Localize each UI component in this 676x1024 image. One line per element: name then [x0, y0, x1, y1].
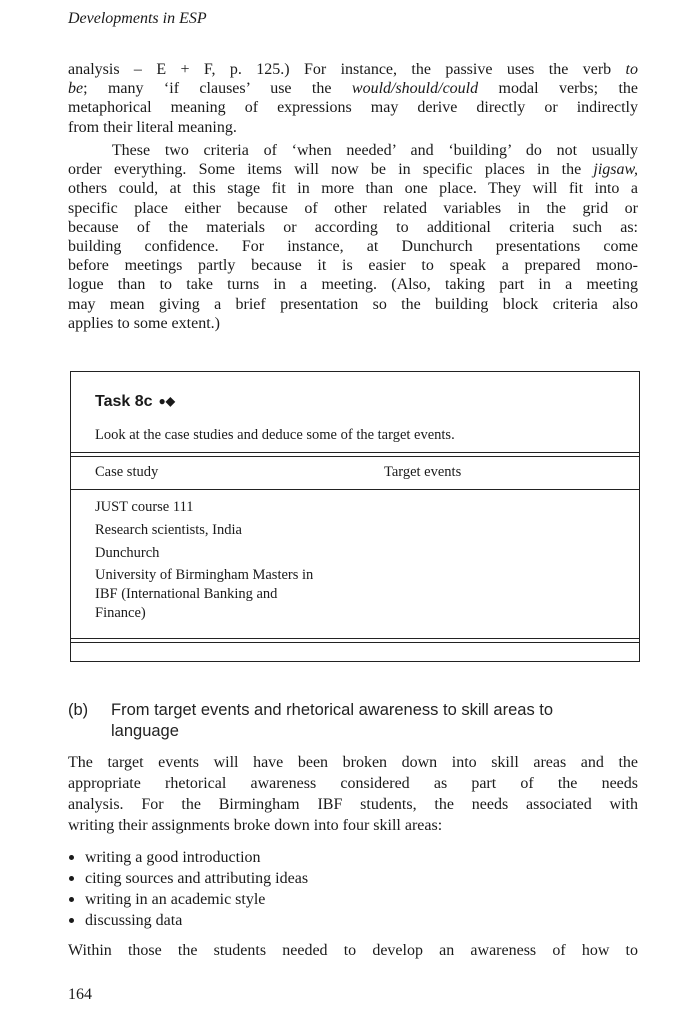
task-instruction: Look at the case studies and deduce some of the target events.	[95, 427, 455, 443]
task-box	[70, 371, 640, 662]
text-segment: specific place either because of other related variables in the grid or	[68, 199, 638, 217]
italic-text: jigsaw,	[593, 161, 638, 179]
text-segment: metaphorical meaning of expressions may derive directly or indirectly	[68, 99, 638, 117]
text-segment: ; many ‘if clauses’ use the	[83, 80, 352, 98]
table-row	[95, 566, 313, 623]
text-segment: logue than to take turns in a meeting. (Also, taking part in a meeting	[68, 276, 638, 294]
row-line: Finance)	[95, 605, 146, 621]
text-segment: before meetings partly because it is easier to speak a prepared mono-	[68, 257, 638, 275]
text-line	[68, 98, 638, 117]
text-segment: Within those the students needed to develop an awareness of how to	[68, 942, 638, 959]
list-item: discussing data	[68, 910, 308, 931]
table-row: Research scientists, India	[95, 522, 242, 538]
text-segment: from their literal meaning.	[68, 118, 237, 136]
section-title-line: language	[111, 722, 179, 740]
text-line	[68, 314, 638, 333]
text-line	[68, 199, 638, 218]
skill-areas-list	[68, 847, 308, 931]
text-segment: may mean giving a brief presentation so the building block criteria also	[68, 295, 638, 313]
text-line	[68, 941, 638, 960]
arrow-diamond-icon: ●◆	[158, 394, 176, 408]
text-segment: applies to some extent.)	[68, 314, 220, 332]
text-line	[68, 218, 638, 237]
text-line	[68, 179, 638, 198]
text-line	[68, 773, 638, 794]
text-line	[68, 275, 638, 294]
text-line	[68, 794, 638, 815]
text-line	[68, 295, 638, 314]
table-row: Dunchurch	[95, 545, 160, 561]
paragraph-4	[68, 941, 638, 960]
running-head: Developments in ESP	[68, 10, 207, 27]
text-line	[68, 118, 638, 137]
text-segment: modal verbs; the	[478, 80, 639, 98]
text-segment: The target events will have been broken down into skill areas and the	[68, 754, 638, 771]
text-line	[68, 141, 638, 160]
row-line: IBF (International Banking and	[95, 586, 278, 602]
text-segment: others could, at this stage fit in more than one place. They will fit into a	[68, 180, 638, 198]
divider	[71, 452, 639, 457]
list-item: writing a good introduction	[68, 847, 308, 868]
text-line	[68, 752, 638, 773]
section-label: (b)	[68, 701, 89, 719]
column-header-case-study: Case study	[95, 464, 159, 480]
text-segment: analysis – E + F, p. 125.) For instance, the passive uses the verb	[68, 61, 626, 78]
list-item: writing in an academic style	[68, 889, 308, 910]
column-header-target-events: Target events	[384, 464, 462, 480]
task-title	[95, 393, 175, 411]
paragraph-3	[68, 752, 638, 836]
section-title-line: From target events and rhetorical awareness to skill areas to	[111, 701, 554, 719]
text-line	[68, 60, 638, 79]
text-segment: building confidence. For instance, at Dunchurch presentations come	[68, 237, 638, 255]
paragraph-1	[68, 60, 638, 137]
page-number: 164	[68, 986, 92, 1003]
text-line	[68, 237, 638, 256]
text-segment: writing their assignments broke down into four skill areas:	[68, 817, 443, 834]
task-title-text: Task 8c	[95, 393, 153, 410]
text-segment: These two criteria of ‘when needed’ and ‘building’ do not usually	[68, 142, 638, 159]
italic-text: would/should/could	[351, 80, 479, 98]
row-line: University of Birmingham Masters in	[95, 567, 314, 583]
text-line	[68, 256, 638, 275]
text-segment: appropriate rhetorical awareness considered as part of the needs	[68, 775, 638, 792]
italic-text: to	[625, 61, 638, 78]
text-segment: analysis. For the Birmingham IBF students, the needs associated with	[68, 796, 638, 813]
text-line	[68, 160, 638, 179]
list-item: citing sources and attributing ideas	[68, 868, 308, 889]
text-line	[68, 79, 638, 98]
text-segment: order everything. Some items will now be in specific places in the	[68, 161, 594, 179]
divider	[71, 489, 639, 490]
text-line	[68, 815, 638, 836]
divider	[71, 638, 639, 643]
table-row: JUST course 111	[95, 499, 194, 515]
paragraph-2	[68, 141, 638, 333]
text-segment: because of the materials or according to additional criteria such as:	[68, 218, 638, 236]
italic-text: be	[68, 80, 84, 98]
case-study-list	[95, 497, 313, 626]
